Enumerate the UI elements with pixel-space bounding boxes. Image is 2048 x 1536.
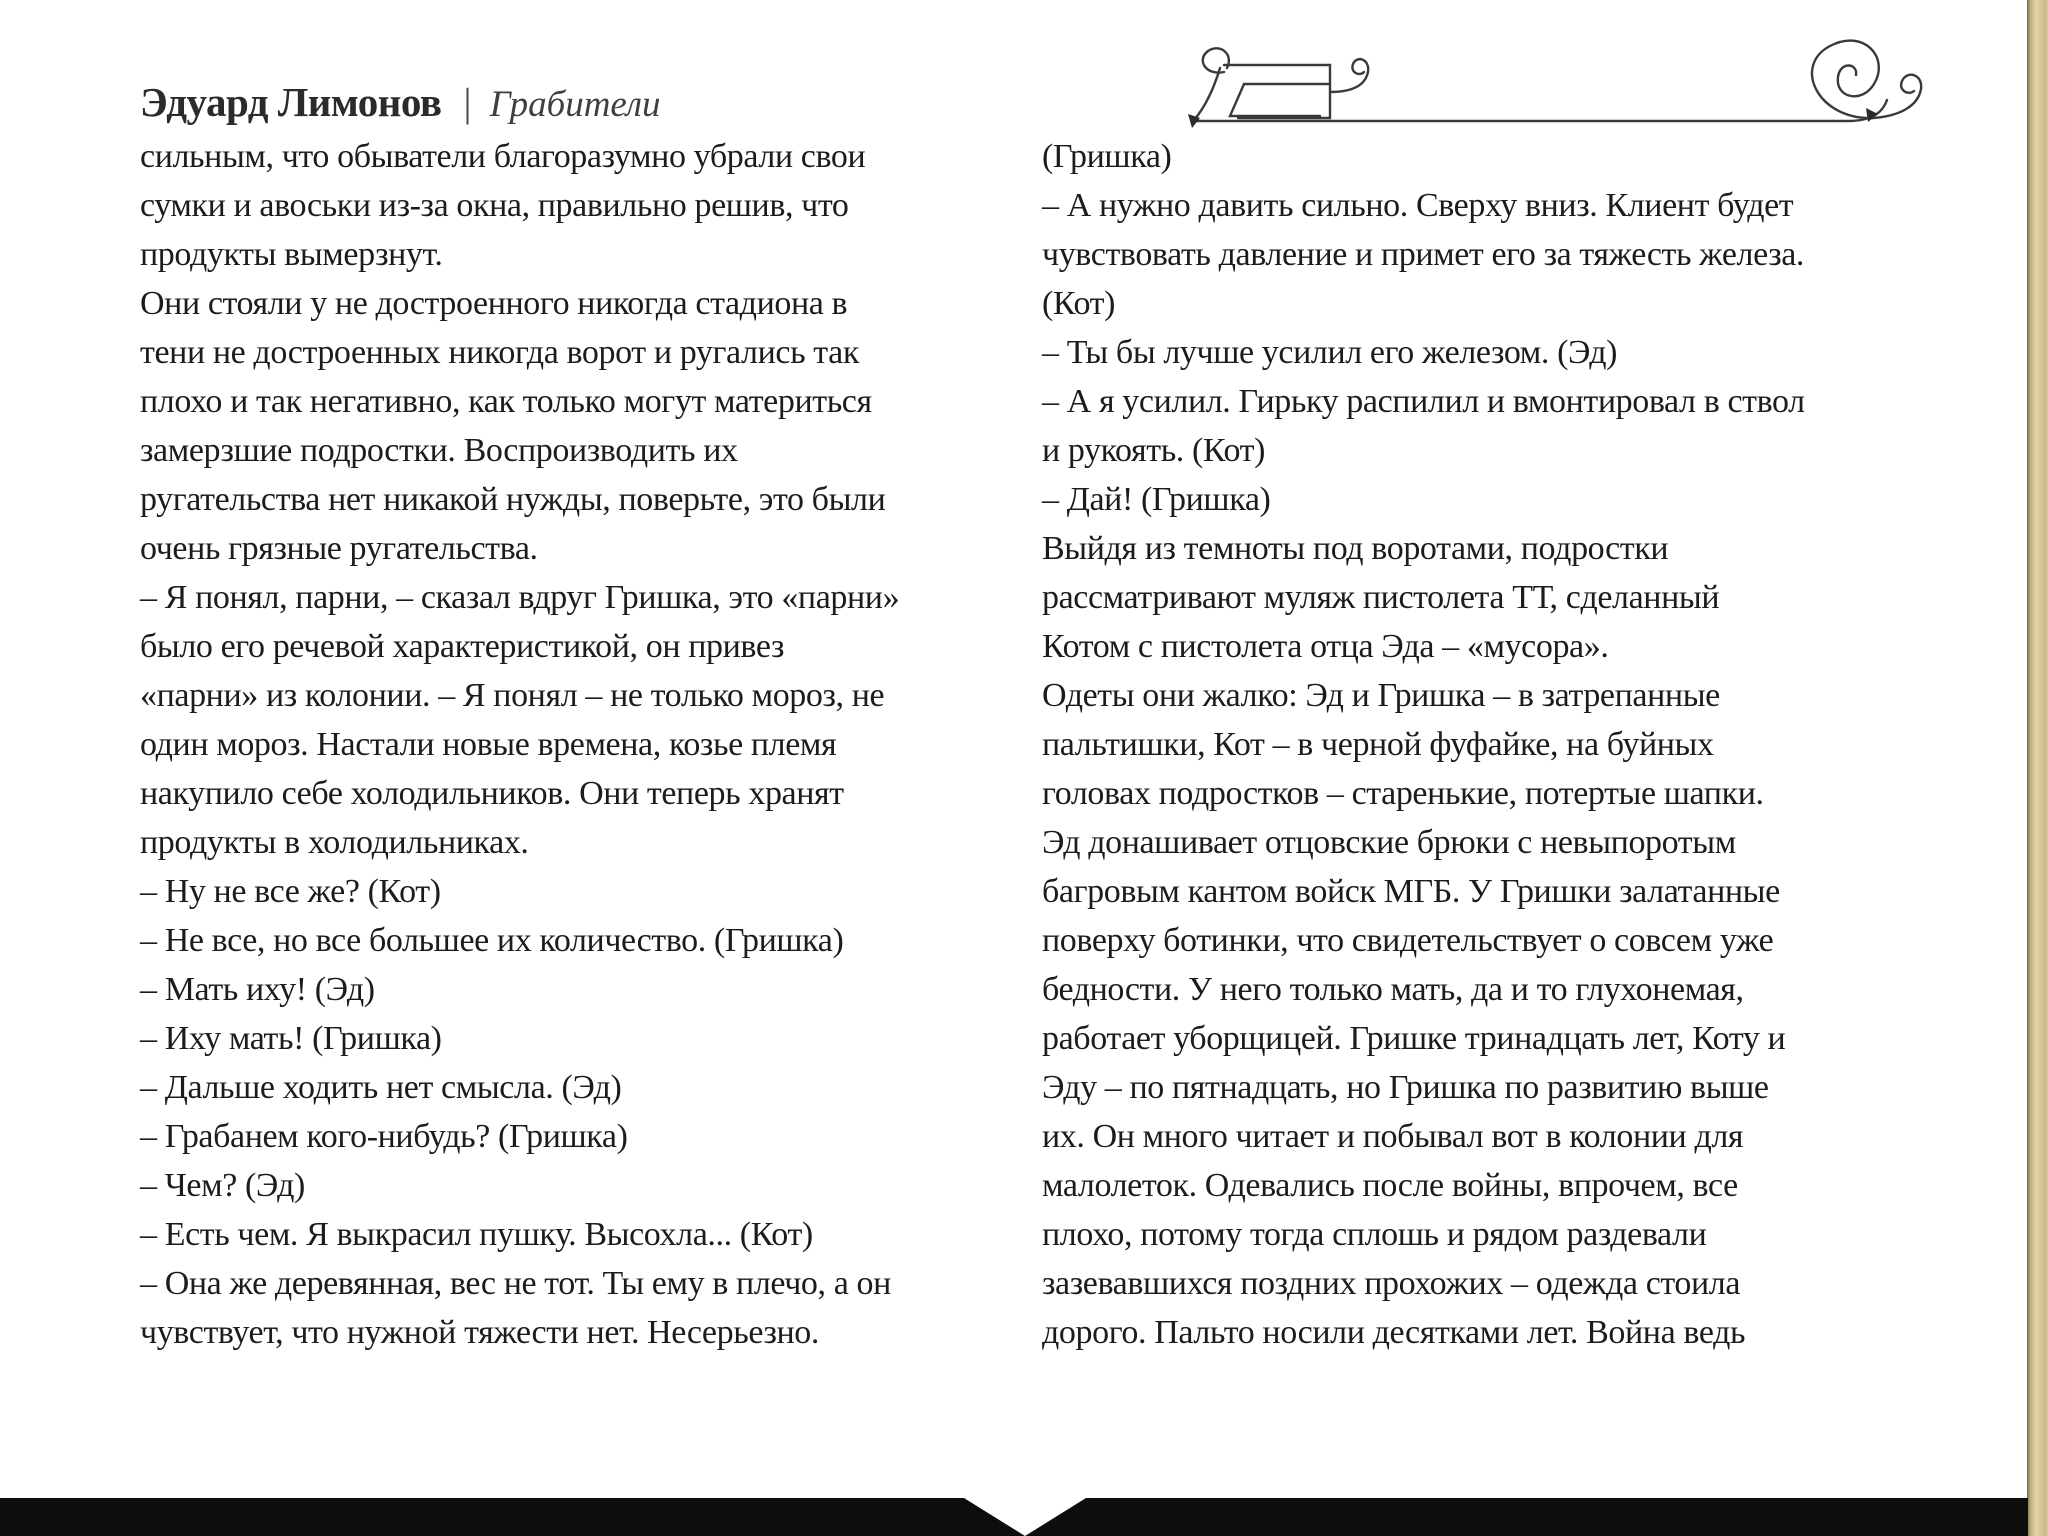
text-line: тени не достроенных никогда ворот и ругались так bbox=[140, 334, 859, 371]
text-line: накупило себе холодильников. Они теперь хранят bbox=[140, 775, 844, 812]
text-line: ругательства нет никакой нужды, поверьте, это были bbox=[140, 481, 886, 518]
text-line: – Я понял, парни, – сказал вдруг Гришка, это «парни» bbox=[140, 579, 900, 616]
text-line: продукты вымерзнут. bbox=[140, 236, 443, 273]
page-edge-strip bbox=[2027, 0, 2048, 1536]
text-line: Котом с пистолета отца Эда – «мусора». bbox=[1042, 628, 1609, 665]
text-column-left bbox=[140, 132, 1020, 1357]
text-line: – Не все, но все большее их количество. (Гришка) bbox=[140, 922, 844, 959]
text-line: бедности. У него только мать, да и то глухонемая, bbox=[1042, 971, 1744, 1008]
text-line: плохо и так негативно, как только могут материться bbox=[140, 383, 872, 420]
book-header bbox=[140, 78, 661, 126]
text-line: (Гришка) bbox=[1042, 138, 1172, 175]
text-line: багровым кантом войск МГБ. У Гришки залатанные bbox=[1042, 873, 1780, 910]
text-line: их. Он много читает и побывал вот в колонии для bbox=[1042, 1118, 1744, 1155]
text-line: – Дальше ходить нет смысла. (Эд) bbox=[140, 1069, 622, 1106]
text-line: сильным, что обыватели благоразумно убрали свои bbox=[140, 138, 866, 175]
text-line: – Ну не все же? (Кот) bbox=[140, 873, 441, 910]
text-line: – Она же деревянная, вес не тот. Ты ему в плечо, а он bbox=[140, 1265, 891, 1302]
text-line: малолеток. Одевались после войны, впрочем, все bbox=[1042, 1167, 1738, 1204]
text-line: – А нужно давить сильно. Сверху вниз. Клиент будет bbox=[1042, 187, 1794, 224]
page-notch-icon[interactable] bbox=[964, 1498, 1086, 1536]
text-line: один мороз. Настали новые времена, козье племя bbox=[140, 726, 837, 763]
text-line: (Кот) bbox=[1042, 285, 1116, 322]
text-line: плохо, потому тогда сплошь и рядом раздевали bbox=[1042, 1216, 1707, 1253]
text-line: – А я усилил. Гирьку распилил и вмонтировал в ствол bbox=[1042, 383, 1805, 420]
text-line: Эд донашивает отцовские брюки с невыпоротым bbox=[1042, 824, 1736, 861]
text-line: зазевавшихся поздних прохожих – одежда стоила bbox=[1042, 1265, 1741, 1302]
book-title: Грабители bbox=[489, 84, 661, 125]
text-line: поверху ботинки, что свидетельствует о совсем уже bbox=[1042, 922, 1774, 959]
text-line: продукты в холодильниках. bbox=[140, 824, 529, 861]
text-line: было его речевой характеристикой, он привез bbox=[140, 628, 785, 665]
text-line: – Есть чем. Я выкрасил пушку. Высохла... (Кот) bbox=[140, 1216, 813, 1253]
text-line: – Мать иху! (Эд) bbox=[140, 971, 375, 1008]
text-line: чувствует, что нужной тяжести нет. Несерьезно. bbox=[140, 1314, 819, 1351]
text-line: рассматривают муляж пистолета ТТ, сделанный bbox=[1042, 579, 1720, 616]
text-line: чувствовать давление и примет его за тяжесть железа. bbox=[1042, 236, 1805, 273]
text-line: работает уборщицей. Гришке тринадцать лет, Коту и bbox=[1042, 1020, 1786, 1057]
text-line: Выйдя из темноты под воротами, подростки bbox=[1042, 530, 1669, 567]
text-line: пальтишки, Кот – в черной фуфайке, на буйных bbox=[1042, 726, 1714, 763]
text-line: замерзшие подростки. Воспроизводить их bbox=[140, 432, 738, 469]
text-column-right bbox=[1042, 132, 1932, 1357]
text-line: дорого. Пальто носили десятками лет. Война ведь bbox=[1042, 1314, 1746, 1351]
text-line: очень грязные ругательства. bbox=[140, 530, 538, 567]
footer-bar[interactable] bbox=[0, 1498, 2028, 1536]
scroll-flourish-icon bbox=[1180, 32, 1940, 132]
text-line: головах подростков – старенькие, потертые шапки. bbox=[1042, 775, 1764, 812]
text-line: Они стояли у не достроенного никогда стадиона в bbox=[140, 285, 848, 322]
text-line: – Ты бы лучше усилил его железом. (Эд) bbox=[1042, 334, 1618, 371]
text-line: – Дай! (Гришка) bbox=[1042, 481, 1271, 518]
text-line: и рукоять. (Кот) bbox=[1042, 432, 1266, 469]
text-line: Эду – по пятнадцать, но Гришка по развитию выше bbox=[1042, 1069, 1769, 1106]
book-author: Эдуард Лимонов bbox=[140, 79, 442, 125]
text-line: «парни» из колонии. – Я понял – не только мороз, не bbox=[140, 677, 885, 714]
text-line: – Чем? (Эд) bbox=[140, 1167, 305, 1204]
text-line: сумки и авоськи из-за окна, правильно решив, что bbox=[140, 187, 849, 224]
text-line: – Иху мать! (Гришка) bbox=[140, 1020, 442, 1057]
text-line: – Грабанем кого-нибудь? (Гришка) bbox=[140, 1118, 628, 1155]
header-separator: | bbox=[463, 80, 472, 125]
text-line: Одеты они жалко: Эд и Гришка – в затрепанные bbox=[1042, 677, 1720, 714]
